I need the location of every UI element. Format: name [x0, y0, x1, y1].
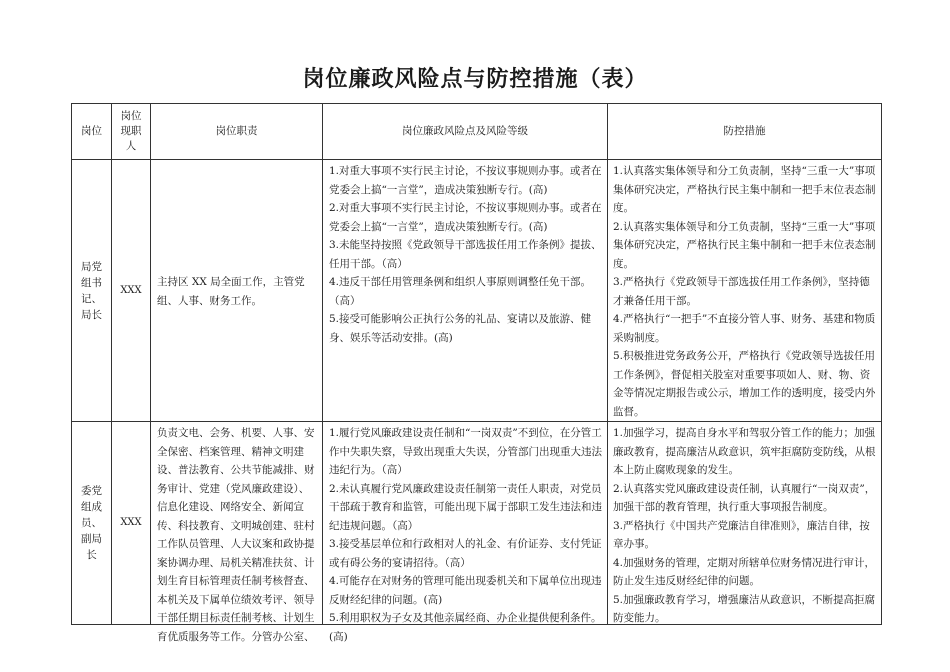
measure-item: 3.严格执行《中国共产党廉洁自律准则》，廉洁自律，按章办事。 — [613, 519, 870, 550]
risk-item: 1.履行党风廉政建设责任制和“一岗双责”不到位，在分管工作中失职失察，导致出现重大失误，分管部门出现重大违法违纪行为。（高） — [329, 427, 602, 476]
measure-item: 1.加强学习，提高自身水平和驾驭分管工作的能力；加强廉政教育，提高廉洁从政意识，筑牢拒腐防变防线，从根本上防止腐败现象的发生。 — [613, 427, 876, 476]
header-measures: 防控措施 — [608, 104, 882, 160]
duties-text: 负责文电、会务、机要、人事、安全保密、档案管理、精神文明建设、普法教育、公共节能减排、财务审计、党建（党风廉政建设）、信息化建设、网络安全、新闻宣传、科技教育、文明城创建、驻村工作队员管理、人大议案和政协提案协调办理、局机关精准扶贫、计划生育目标管理责任制考核督查、本机关及下属单位绩效考评、领导干部任期目标责任制考核、计划生育优质服务等工作。分管办公室、 — [157, 427, 315, 643]
header-risks: 岗位廉政风险点及风险等级 — [323, 104, 608, 160]
table-row — [72, 422, 882, 625]
row-duties — [151, 422, 323, 643]
measure-item: 5.加强廉政教育学习，增强廉洁从政意识，不断提高拒腐防变能力。 — [613, 593, 876, 624]
risk-item: 1.对重大事项不实行民主讨论，不按议事规则办事。或者在党委会上搞“一言堂”，造成决策独断专行。(高) — [329, 165, 602, 196]
row-measures — [608, 160, 882, 422]
measure-item: 4.严格执行“一把手”不直接分管人事、财务、基建和物质采购制度。 — [613, 313, 876, 344]
measure-item: 2.认真落实党风廉政建设责任制，认真履行“一岗双责”，加强干部的教育管理，执行重大事项报告制度。 — [613, 482, 876, 513]
row-holder: XXX — [112, 422, 151, 625]
row-position — [72, 160, 112, 422]
measure-item: 2.认真落实集体领导和分工负责制，坚持“三重一大”事项集体研究决定，严格执行民主集中制和一把手末位表态制度。 — [613, 220, 876, 270]
risk-item: 5.接受可能影响公正执行公务的礼品、宴请以及旅游、健身、娱乐等活动安排。(高) — [329, 313, 592, 344]
risk-item: 3.未能坚持按照《党政领导干部选拔任用工作条例》提拔、任用干部。（高） — [329, 239, 602, 270]
position-text: 委党组成员、副局长 — [81, 485, 102, 561]
risk-item: 4.可能存在对财务的管理可能出现委机关和下属单位出现违反财经纪律的问题。(高) — [329, 575, 602, 606]
risk-item: 4.违反干部任用管理条例和组织人事原则调整任免干部。（高） — [329, 276, 592, 307]
risk-item: 5.利用职权为子女及其他亲属经商、办企业提供便利条件。(高) — [329, 612, 602, 643]
risk-item: 2.未认真履行党风廉政建设责任制第一责任人职责，对党员干部疏于教育和监管，可能出现下属于部职工发生违法和违纪违规问题。（高） — [329, 482, 602, 532]
measure-item: 3.严格执行《党政领导干部选拔任用工作条例》，坚持德才兼备任用干部。 — [613, 276, 870, 307]
document-title: 岗位廉政风险点与防控措施（表） — [302, 67, 648, 92]
risk-item: 3.接受基层单位和行政相对人的礼金、有价证券、支付凭证或有碍公务的宴请招待。（高） — [329, 538, 602, 569]
risk-table — [71, 103, 882, 643]
header-holder: 岗位现职人 — [112, 104, 151, 160]
table-header-row — [72, 104, 882, 160]
measure-item: 4.加强财务的管理，定期对所辖单位财务情况进行审计，防止发生违反财经纪律的问题。 — [613, 556, 876, 587]
duties-text: 主持区 XX 局全面工作，主管党组、人事、财务工作。 — [157, 276, 305, 307]
measure-item: 5.积极推进党务政务公开，严格执行《党政领导选拔任用工作条例》，督促相关股室对重要事项如人、财、物、资金等情况定期报告或公示，增加工作的透明度，接受内外监督。 — [613, 350, 876, 418]
position-text: 局党组书记、局长 — [81, 260, 102, 321]
row-risks — [323, 422, 608, 643]
row-holder: XXX — [112, 160, 151, 422]
table-row — [72, 160, 882, 422]
row-position — [72, 422, 112, 625]
row-measures — [608, 422, 882, 625]
header-position: 岗位 — [72, 104, 112, 160]
header-duties: 岗位职责 — [151, 104, 323, 160]
row-risks — [323, 160, 608, 422]
row-duties — [151, 160, 323, 422]
risk-item: 2.对重大事项不实行民主讨论，不按议事规则办事。或者在党委会上搞“一言堂”，造成决策独断专行。(高) — [329, 202, 602, 233]
measure-item: 1.认真落实集体领导和分工负责制，坚持“三重一大”事项集体研究决定，严格执行民主集中制和一把手末位表态制度。 — [613, 165, 876, 214]
